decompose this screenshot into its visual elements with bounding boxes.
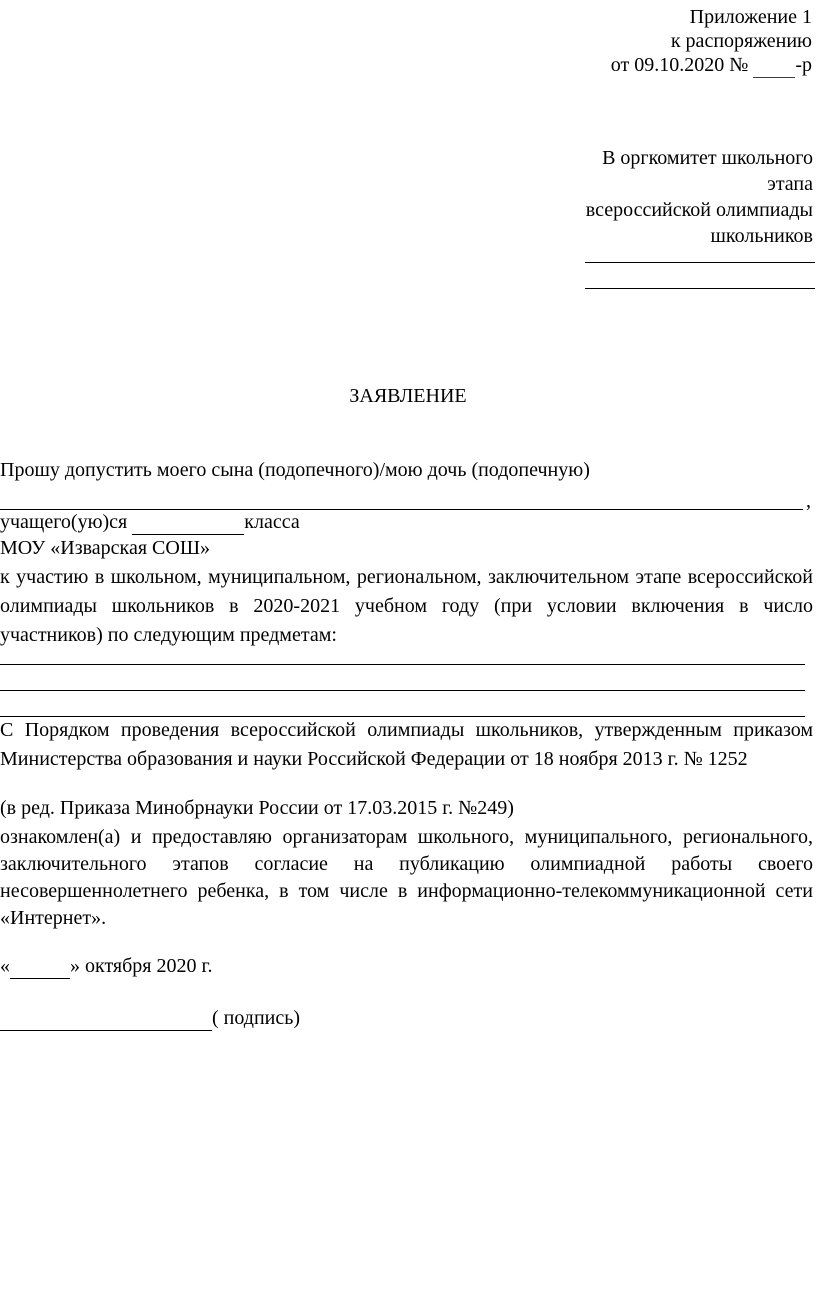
participation-paragraph: к участию в школьном, муниципальном, региональном, заключительном этапе всероссийской олимпиады школьников в 2020-2021 учебном году (при условии включения в число участников) по следующим предметам: [0, 566, 813, 646]
signature-line [0, 1007, 300, 1031]
subjects-blank-line-2[interactable] [0, 690, 805, 691]
addressee-line-2: этапа [767, 173, 813, 195]
appendix-header [611, 5, 812, 78]
consent-paragraph: ознакомлен(а) и предоставляю организаторам школьного, муниципального, регионального, заключительного этапов согласие на публикацию олимпиадной работы своего несовершеннолетнего ребенка, в том числе в информационно-телекоммуникационной сети «Интернет». [0, 826, 813, 929]
day-blank[interactable] [10, 955, 70, 979]
to-order-label: к распоряжению [670, 30, 812, 52]
edition-note: (в ред. Приказа Минобрнауки России от 17.03.2015 г. №249) [0, 797, 514, 819]
order-date-line [611, 53, 812, 78]
request-text: Прошу допустить моего сына (подопечного)/мою дочь (подопечную) [0, 459, 590, 481]
appendix-number: Приложение 1 [689, 6, 812, 28]
student-class-line [0, 511, 300, 535]
addressee-block [586, 145, 813, 249]
order-date-suffix: -р [795, 54, 812, 76]
child-name-blank-line[interactable] [0, 509, 803, 510]
subjects-blank-line-1[interactable] [0, 664, 805, 665]
order-date-prefix: от 09.10.2020 № [610, 54, 749, 76]
order-number-blank[interactable] [753, 53, 795, 78]
addressee-line-1: В оргкомитет школьного [602, 147, 813, 169]
date-rest: » октября 2020 г. [70, 955, 213, 977]
school-name: МОУ «Изварская СОШ» [0, 537, 210, 559]
student-suffix: класса [244, 511, 300, 533]
date-open-quote: « [0, 955, 10, 977]
child-name-comma: , [806, 490, 811, 512]
date-line [0, 955, 212, 979]
addressee-line-3: всероссийской олимпиады [585, 199, 813, 221]
student-prefix: учащего(ую)ся [0, 511, 128, 533]
procedure-paragraph: С Порядком проведения всероссийской олимпиады школьников, утвержденным приказом Министерства образования и науки Российской Федерации от 18 ноября 2013 г. № 1252 [0, 719, 813, 770]
signature-label: ( подпись) [212, 1007, 301, 1029]
class-blank[interactable] [132, 511, 244, 535]
addressee-blank-line-2[interactable] [585, 288, 815, 289]
addressee-line-4: школьников [710, 225, 813, 247]
addressee-blank-line-1[interactable] [585, 262, 815, 263]
signature-blank[interactable] [0, 1007, 212, 1031]
document-title: ЗАЯВЛЕНИЕ [349, 385, 467, 407]
